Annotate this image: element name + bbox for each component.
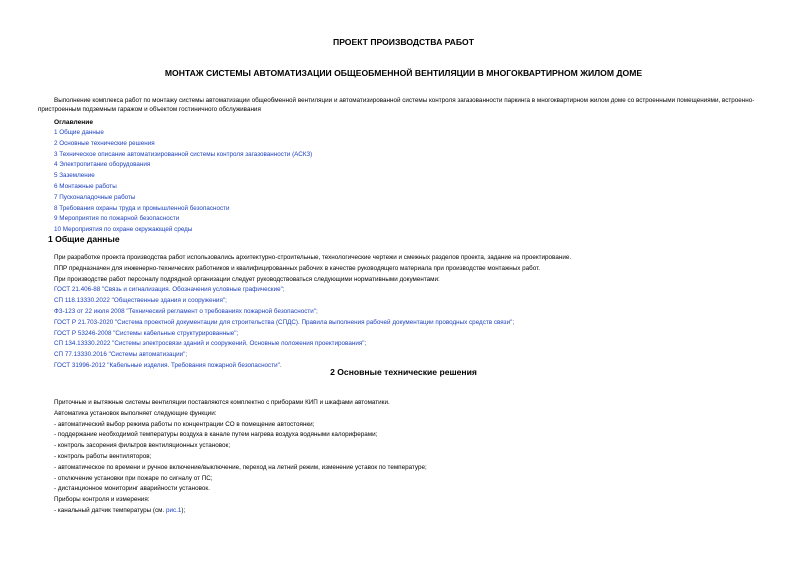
list-item: - контроль засорения фильтров вентиляционных установок;	[54, 442, 231, 450]
intro-paragraph: Выполнение комплекса работ по монтажу системы автоматизации общеобменной вентиляции и автоматизированной системы контроля загазованности паркинга в многоквартирном жилом доме со встроенными помещениями, встроенно-пристроенным подземным гаражом и объектом гостиничного обслуживания	[38, 97, 755, 113]
paragraph: Приборы контроля и измерения:	[54, 496, 150, 504]
section-heading-general-data: 1 Общие данные	[48, 234, 120, 244]
toc-link-technical-solutions[interactable]: 2 Основные технические решения	[54, 139, 155, 147]
document-subtitle: МОНТАЖ СИСТЕМЫ АВТОМАТИЗАЦИИ ОБЩЕОБМЕННОЙ ВЕНТИЛЯЦИИ В МНОГОКВАРТИРНОМ ЖИЛОМ ДОМЕ	[164, 68, 643, 78]
toc-link-general-data[interactable]: 1 Общие данные	[54, 129, 104, 136]
toc-item	[54, 160, 312, 171]
reference-link[interactable]: СП 134.13330.2022 "Системы электросвязи зданий и сооружений. Основные положения проектирования";	[54, 340, 367, 348]
section-technical-solutions-body	[54, 398, 427, 517]
toc-item	[54, 204, 312, 215]
table-of-contents	[54, 128, 312, 236]
list-item: - контроль работы вентиляторов;	[54, 452, 152, 460]
toc-link-commissioning[interactable]: 7 Пусконаладочные работы	[54, 193, 136, 201]
toc-item	[54, 182, 312, 193]
reference-link[interactable]: ГОСТ 31996-2012 "Кабельные изделия. Требования пожарной безопасности".	[54, 361, 282, 369]
toc-item	[54, 214, 312, 225]
toc-heading: Оглавление	[54, 119, 94, 126]
list-item: - отключение установки при пожаре по сигналу от ПС;	[54, 474, 213, 482]
figure-link[interactable]: рис.1	[165, 506, 182, 514]
section-general-data-body	[54, 253, 571, 372]
reference-link[interactable]: ГОСТ Р 53246-2008 "Системы кабельные структурированные";	[54, 329, 239, 337]
toc-link-grounding[interactable]: 5 Заземление	[54, 172, 95, 180]
paragraph: При разработке проекта производства работ использовались архитектурно-строительные, технологические чертежи и смежных разделов проекта, задание на проектирование.	[54, 254, 572, 261]
toc-item	[54, 139, 312, 150]
reference-link[interactable]: ГОСТ Р 21.703-2020 "Система проектной документации для строительства (СПДС). Правила выполнения рабочей документации проводных средств связи";	[54, 318, 515, 326]
list-item: - автоматическое по времени и ручное включение/выключение, переход на летний режим, изменение уставок по температуре;	[54, 463, 427, 471]
reference-link[interactable]: ФЗ-123 от 22 июля 2008 "Технический регламент о требованиях пожарной безопасности";	[54, 307, 318, 315]
toc-item	[54, 193, 312, 204]
toc-link-power-supply[interactable]: 4 Электропитание оборудования	[54, 161, 151, 169]
toc-link-installation-works[interactable]: 6 Монтажные работы	[54, 182, 117, 190]
paragraph: При производстве работ персоналу подрядной организации следует руководствоваться следующими нормативными документами:	[54, 275, 440, 283]
paragraph: Приточные и вытяжные системы вентиляции поставляются комплектно с приборами КИП и шкафами автоматики.	[54, 399, 390, 406]
list-item: - дистанционное мониторинг аварийности установок.	[54, 485, 210, 493]
toc-link-environment[interactable]: 10 Мероприятия по охране окружающей среды	[54, 226, 193, 234]
list-item: - автоматический выбор режима работы по концентрации СО в помещение автостоянки;	[54, 420, 315, 428]
document-title: ПРОЕКТ ПРОИЗВОДСТВА РАБОТ	[333, 37, 474, 47]
toc-item	[54, 128, 312, 139]
section-heading-technical-solutions: 2 Основные технические решения	[330, 367, 477, 377]
list-item-text: );	[181, 506, 186, 514]
list-item	[54, 506, 427, 517]
reference-link[interactable]: ГОСТ 21.406-88 "Связь и сигнализация. Обозначения условные графические";	[54, 286, 285, 294]
toc-item	[54, 150, 312, 161]
toc-link-labor-safety[interactable]: 8 Требования охраны труда и промышленной безопасности	[54, 204, 230, 212]
toc-item	[54, 171, 312, 182]
reference-link[interactable]: СП 77.13330.2016 "Системы автоматизации";	[54, 351, 188, 359]
toc-link-fire-safety[interactable]: 9 Мероприятия по пожарной безопасности	[54, 215, 180, 223]
paragraph: ППР предназначен для инженерно-технических работников и квалифицированных рабочих в качестве руководящего материала при производстве монтажных работ.	[54, 264, 541, 272]
reference-link[interactable]: СП 118.13330.2022 "Общественные здания и сооружения";	[54, 297, 227, 305]
toc-link-askz-description[interactable]: 3 Техническое описание автоматизированной системы контроля загазованности (АСКЗ)	[54, 150, 313, 158]
list-item: - поддержание необходимой температуры воздуха в канале путем нагрева воздуха водяными калориферами;	[54, 431, 378, 439]
list-item-text: - канальный датчик температуры (см.	[54, 506, 166, 514]
paragraph: Автоматика установок выполняет следующие функции:	[54, 409, 217, 417]
